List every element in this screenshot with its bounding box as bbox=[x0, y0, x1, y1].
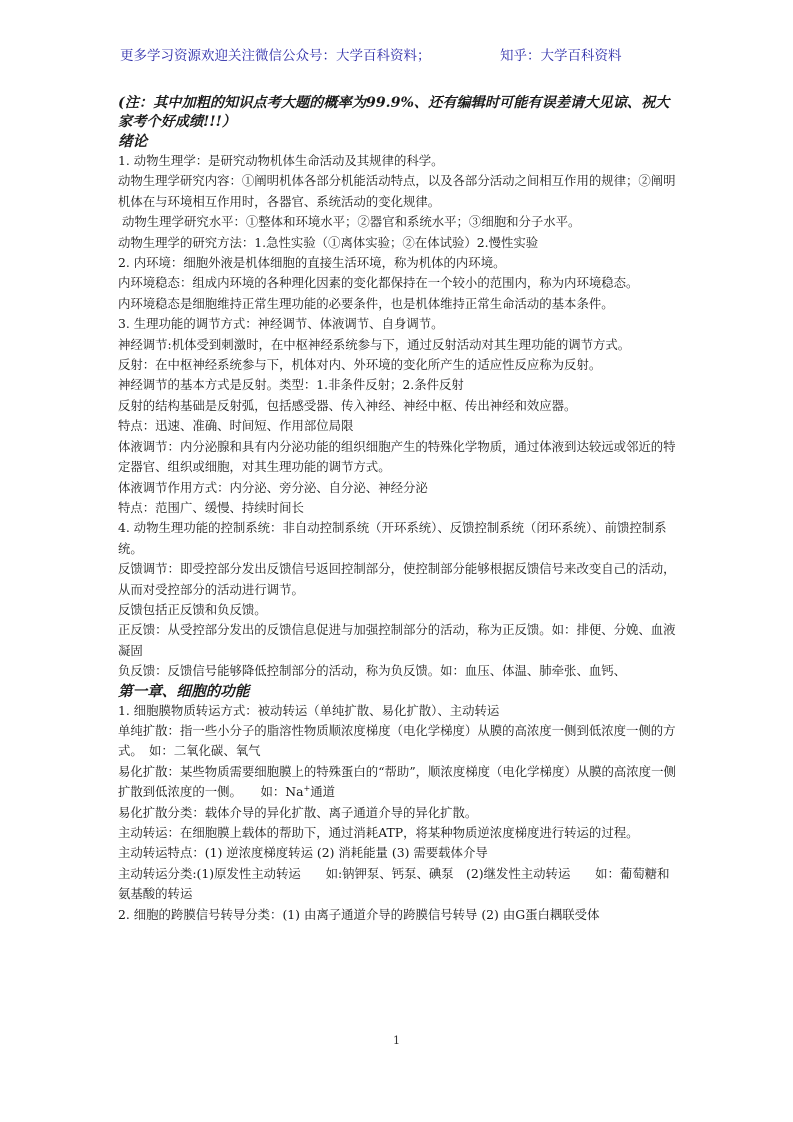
facilitated-text: 易化扩散：某些物质需要细胞膜上的特殊蛋白的“帮助”，顺浓度梯度（电化学梯度）从膜的高浓度一侧扩散到低浓度的一侧。 如：Na bbox=[118, 763, 676, 800]
paragraph: 1. 细胞膜物质转运方式：被动转运（单纯扩散、易化扩散）、主动转运 bbox=[118, 702, 500, 718]
intro-title: 绪论 bbox=[118, 133, 148, 150]
paragraph: 动物生理学研究水平：①整体和环境水平；②器官和系统水平；③细胞和分子水平。 bbox=[122, 214, 581, 230]
paragraph: 1. 动物生理学：是研究动物机体生命活动及其规律的科学。 bbox=[118, 153, 444, 168]
paragraph: 4. 动物生理功能的控制系统：非自动控制系统（开环系统）、反馈控制系统（闭环系统）、前馈控制系统。 bbox=[118, 520, 667, 556]
paragraph: 主动转运：在细胞膜上载体的帮助下，通过消耗ATP，将某种物质逆浓度梯度进行转运的过程。 bbox=[118, 825, 639, 840]
paragraph: 特点：迅速、准确、时间短、作用部位局限 bbox=[118, 418, 354, 434]
paragraph: 主动转运分类:(1)原发性主动转运 如:钠钾泵、钙泵、碘泵 (2)继发性主动转运 如：葡萄糖和氨基酸的转运 bbox=[118, 865, 670, 902]
paragraph: 反馈调节：即受控部分发出反馈信号返回控制部分，使控制部分能够根据反馈信号来改变自己的活动，从而对受控部分的活动进行调节。 bbox=[118, 561, 676, 597]
paragraph: 特点：范围广、缓慢、持续时间长 bbox=[118, 499, 304, 515]
paragraph bbox=[118, 762, 678, 803]
paragraph: 反射的结构基础是反射弧，包括感受器、传入神经、神经中枢、传出神经和效应器。 bbox=[118, 397, 577, 413]
paragraph: 内环境稳态是细胞维持正常生理功能的必要条件，也是机体维持正常生命活动的基本条件。 bbox=[118, 295, 614, 311]
paragraph: 体液调节：内分泌腺和具有内分泌功能的组织细胞产生的特殊化学物质，通过体液到达较远或邻近的特定器官、组织或细胞，对其生理功能的调节方式。 bbox=[118, 438, 676, 475]
paragraph: 反馈包括正反馈和负反馈。 bbox=[118, 601, 267, 617]
paragraph: 易化扩散分类：载体介导的异化扩散、离子通道介导的异化扩散。 bbox=[118, 804, 478, 820]
paragraph: 神经调节:机体受到刺激时，在中枢神经系统参与下，通过反射活动对其生理功能的调节方式。 bbox=[118, 336, 631, 352]
page-header bbox=[0, 44, 793, 64]
facilitated-suffix: 通道 bbox=[310, 784, 335, 800]
paragraph: 正反馈：从受控部分发出的反馈信息促进与加强控制部分的活动，称为正反馈。如：排便、分娩、血液凝固 bbox=[118, 622, 676, 658]
superscript-plus: + bbox=[303, 784, 311, 794]
chapter1-title: 第一章、细胞的功能 bbox=[118, 682, 250, 700]
paragraph: 主动转运特点：(1) 逆浓度梯度转运 (2) 消耗能量 (3) 需要载体介导 bbox=[118, 845, 488, 861]
paragraph: 动物生理学的研究方法：1.急性实验（①离体实验；②在体试验）2.慢性实验 bbox=[118, 234, 539, 250]
paragraph: 单纯扩散：指一些小分子的脂溶性物质顺浓度梯度（电化学梯度）从膜的高浓度一侧到低浓度一侧的方式。 如：二氧化碳、氧气 bbox=[118, 722, 676, 759]
paragraph: 体液调节作用方式：内分泌、旁分泌、自分泌、神经分泌 bbox=[118, 479, 428, 495]
paragraph: 内环境稳态：组成内环境的各种理化因素的变化都保持在一个较小的范围内，称为内环境稳态。 bbox=[118, 275, 639, 291]
header-wechat-text: 更多学习资源欢迎关注微信公众号：大学百科资料； bbox=[120, 48, 431, 64]
paragraph: 2. 细胞的跨膜信号转导分类：(1) 由离子通道介导的跨膜信号转导 (2) 由G蛋白耦联受体 bbox=[118, 906, 600, 922]
paragraph: 神经调节的基本方式是反射。类型：1.非条件反射；2.条件反射 bbox=[118, 377, 464, 393]
notice-text: (注：其中加粗的知识点考大题的概率为99.9%、还有编辑时可能有误差请大见谅、祝大家考个好成绩!!!） bbox=[118, 95, 670, 130]
paragraph: 3. 生理功能的调节方式：神经调节、体液调节、自身调节。 bbox=[118, 316, 444, 332]
paragraph: 负反馈：反馈信号能够降低控制部分的活动，称为负反馈。如：血压、体温、肺牵张、血钙、 bbox=[118, 663, 627, 679]
header-zhihu-text: 知乎：大学百科资料 bbox=[500, 48, 622, 64]
paragraph: 动物生理学研究内容：①阐明机体各部分机能活动特点，以及各部分活动之间相互作用的规律；②阐明机体在与环境相互作用时，各器官、系统活动的变化规律。 bbox=[118, 173, 676, 209]
paragraph: 反射：在中枢神经系统参与下，机体对内、外环境的变化所产生的适应性反应称为反射。 bbox=[118, 357, 602, 373]
page-number: 1 bbox=[393, 1034, 400, 1047]
paragraph: 2. 内环境：细胞外液是机体细胞的直接生活环境，称为机体的内环境。 bbox=[118, 255, 506, 271]
document-body bbox=[118, 94, 678, 925]
